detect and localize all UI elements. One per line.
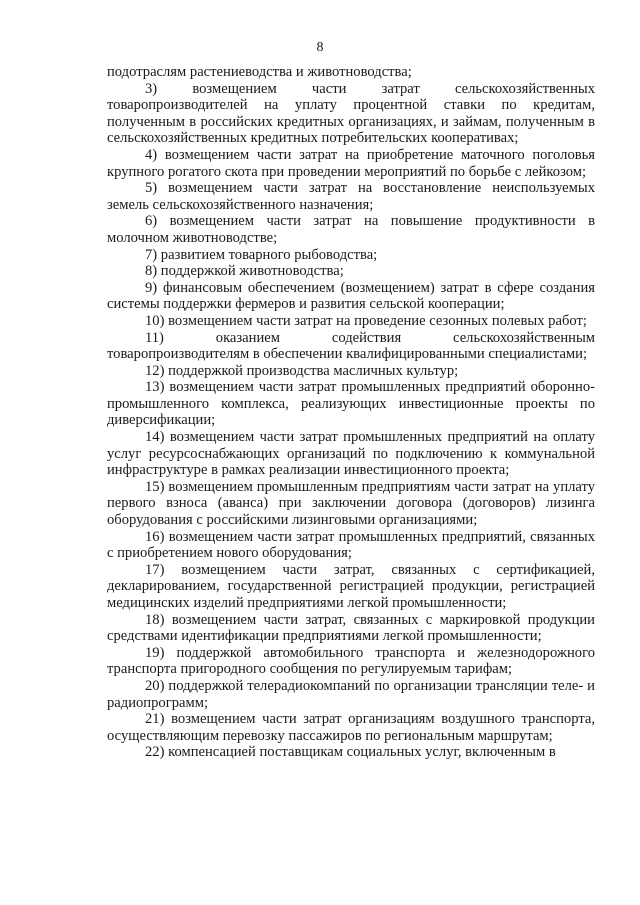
list-item-paragraph: 15) возмещением промышленным предприятиям части затрат на уплату первого взноса (аванса) при заключении договора (договоров) лизинга оборудования с российскими лизинговыми организациями;: [107, 478, 595, 529]
list-item-paragraph: 7) развитием товарного рыбоводства;: [145, 246, 378, 263]
list-item-paragraph: 14) возмещением части затрат промышленных предприятий на оплату услуг ресурсоснабжающих организаций по подключению к коммунальной инфраструктуре в рамках реализации инвестиционного проекта;: [107, 429, 595, 479]
list-item-paragraph: 5) возмещением части затрат на восстановление неиспользуемых земель сельскохозяйственного назначения;: [107, 180, 595, 213]
document-body: [107, 64, 595, 761]
list-item-paragraph: 20) поддержкой телерадиокомпаний по организации трансляции теле- и радиопрограмм;: [107, 677, 595, 711]
list-item-paragraph: 19) поддержкой автомобильного транспорта и железнодорожного транспорта пригородного сообщения по регулируемым тарифам;: [107, 644, 595, 678]
list-item-paragraph: 6) возмещением части затрат на повышение продуктивности в молочном животноводстве;: [107, 213, 595, 246]
list-item-paragraph: 10) возмещением части затрат на проведение сезонных полевых работ;: [145, 312, 587, 329]
list-item-paragraph: подотраслям растениеводства и животноводства;: [107, 64, 412, 80]
list-item-paragraph: 21) возмещением части затрат организациям воздушного транспорта, осуществляющим перевозку пассажиров по региональным маршрутам;: [107, 711, 595, 744]
list-item-paragraph: 17) возмещением части затрат, связанных с сертификацией, декларированием, государственной регистрацией продукции, регистрацией медицинских изделий предприятиями легкой промышленности;: [107, 561, 595, 611]
list-item-paragraph: 16) возмещением части затрат промышленных предприятий, связанных с приобретением нового оборудования;: [107, 528, 595, 562]
list-item-paragraph: 13) возмещением части затрат промышленных предприятий оборонно-промышленного комплекса, реализующих инвестиционные проекты по диверсификации;: [107, 379, 595, 429]
list-item-paragraph: 18) возмещением части затрат, связанных с маркировкой продукции средствами идентификации предприятиями легкой промышленности;: [107, 611, 595, 645]
list-item-paragraph: 4) возмещением части затрат на приобретение маточного поголовья крупного рогатого скота при проведении мероприятий по борьбе с лейкозом;: [107, 146, 595, 180]
list-item-paragraph: 9) финансовым обеспечением (возмещением) затрат в сфере создания системы поддержки фермеров и развития сельской кооперации;: [107, 279, 595, 313]
list-item-paragraph: 12) поддержкой производства масличных культур;: [145, 362, 459, 379]
list-item-paragraph: 11) оказанием содействия сельскохозяйственным товаропроизводителям в обеспечении квалифицированными специалистами;: [107, 329, 595, 363]
list-item-paragraph: 3) возмещением части затрат сельскохозяйственных товаропроизводителей на уплату процентной ставки по кредитам, полученным в российских кредитных организациях, и займам, полученным в сельскохозяйственных кредитных потребительских кооперативах;: [107, 80, 595, 147]
list-item-paragraph: 8) поддержкой животноводства;: [145, 263, 344, 280]
page-number: 8: [316, 40, 324, 55]
list-item-paragraph: 22) компенсацией поставщикам социальных услуг, включенным в: [145, 744, 556, 761]
